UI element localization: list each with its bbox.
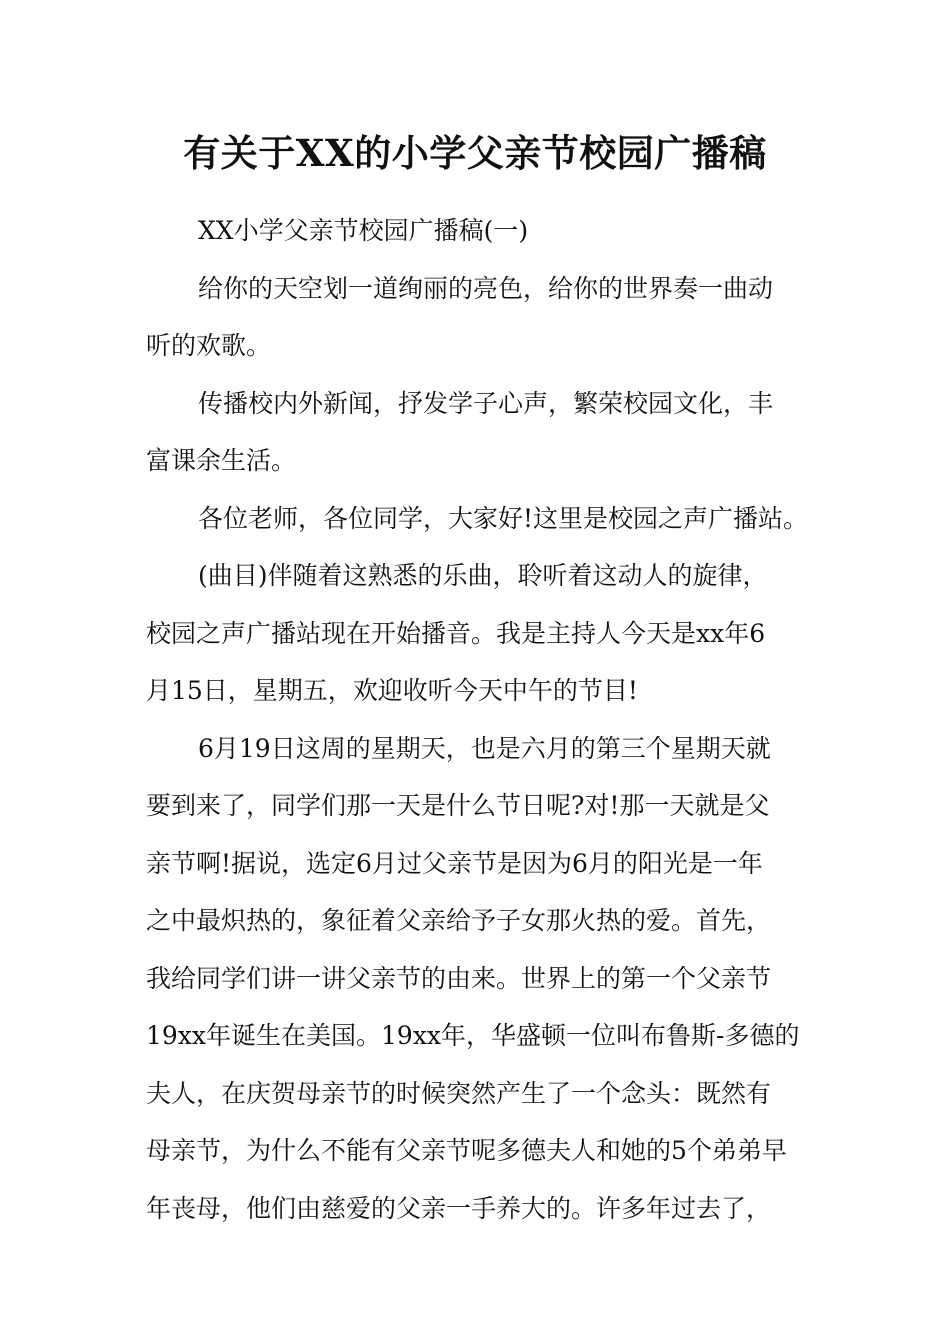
paragraph-line: 年丧母，他们由慈爱的父亲一手养大的。许多年过去了， (146, 1193, 772, 1223)
paragraph-line: 19xx年诞生在美国。19xx年，华盛顿一位叫布鲁斯-多德的 (146, 1021, 800, 1050)
document-title: 有关于XX的小学父亲节校园广播稿 (183, 131, 767, 175)
paragraph-line: 我给同学们讲一讲父亲节的由来。世界上的第一个父亲节 (146, 963, 772, 993)
paragraph-line: 给你的天空划一道绚丽的亮色，给你的世界奏一曲动 (198, 273, 774, 303)
paragraph-line: 6月19日这周的星期天，也是六月的第三个星期天就 (198, 733, 771, 763)
paragraph-line: 要到来了，同学们那一天是什么节日呢?对!那一天就是父 (146, 791, 770, 820)
paragraph-line: 富课余生活。 (146, 446, 297, 475)
paragraph-line: 听的欢歌。 (146, 331, 272, 360)
paragraph-line: 各位老师，各位同学，大家好!这里是校园之声广播站。 (198, 503, 809, 533)
paragraph-line: 母亲节，为什么不能有父亲节呢多德夫人和她的5个弟弟早 (146, 1136, 787, 1165)
paragraph-line: 传播校内外新闻，抒发学子心声，繁荣校园文化，丰 (198, 388, 774, 418)
paragraph-line: XX小学父亲节校园广播稿(一) (198, 216, 529, 245)
paragraph-line: 校园之声广播站现在开始播音。我是主持人今天是xx年6 (146, 618, 766, 648)
paragraph-line: 夫人，在庆贺母亲节的时候突然产生了一个念头：既然有 (146, 1078, 772, 1108)
paragraph-line: 之中最炽热的，象征着父亲给予子女那火热的爱。首先， (146, 906, 772, 935)
document-body (146, 202, 814, 1237)
paragraph-line: (曲目)伴随着这熟悉的乐曲，聆听着这动人的旋律， (198, 561, 768, 590)
paragraph-line: 月15日，星期五，欢迎收听今天中午的节目! (146, 676, 638, 705)
paragraph-line: 亲节啊!据说，选定6月过父亲节是因为6月的阳光是一年 (146, 848, 763, 878)
